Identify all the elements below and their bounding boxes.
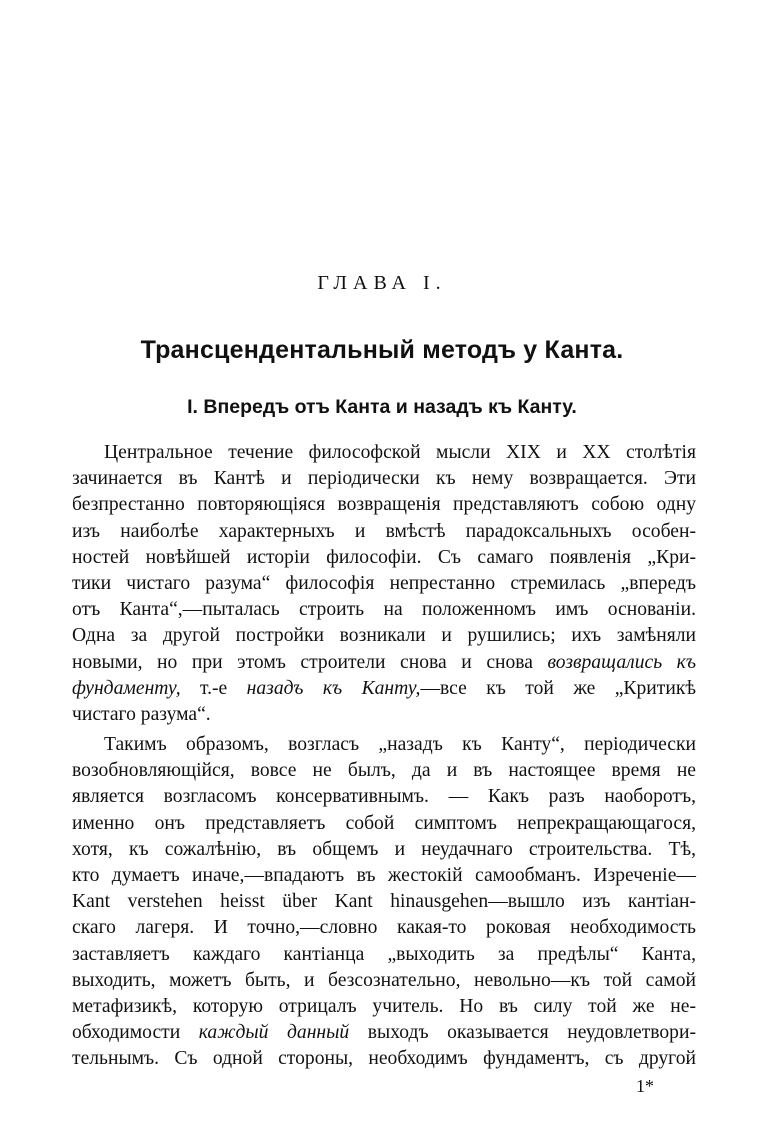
paragraph-2: [72, 732, 696, 1072]
text-line: безпрестанно повторяющіяся возвращенія представляютъ собою одну: [72, 494, 696, 516]
text-line: [72, 650, 696, 676]
page-number: 1*: [636, 1076, 654, 1096]
text-line: тельнымъ. Съ одной стороны, необходимъ фундаментъ, съ другой: [72, 1048, 696, 1070]
text-line: ностей новѣйшей исторіи философіи. Съ самаго появленія „Кри-: [72, 546, 696, 568]
text-run: выходъ оказывается неудовлетвори-: [349, 1022, 696, 1044]
text-line: скаго лагеря. И точно,—словно какая-то роковая необходимость: [72, 917, 696, 939]
text-line: Центральное течение философской мысли XIX и XX столѣтія: [104, 442, 696, 463]
text-line: [72, 676, 696, 702]
italic-text: фундаменту,: [72, 677, 181, 699]
text-line: Kant verstehen heisst über Kant hinausgehen—вышло изъ кантіан-: [72, 891, 696, 913]
text-line: является возгласомъ консервативнымъ. — Какъ разъ наоборотъ,: [72, 786, 696, 808]
italic-text: назадъ къ Канту,: [246, 677, 421, 699]
italic-text: каждый данный: [198, 1022, 350, 1044]
text-line: зачинается въ Кантѣ и періодически къ нему возвращается. Эти: [72, 468, 696, 490]
body-text: [72, 440, 696, 1073]
paragraph-1: [72, 440, 696, 728]
text-run: обходимости: [72, 1022, 199, 1044]
text-run: новыми, но при этомъ строители снова и снова: [72, 651, 548, 673]
text-line: заставляетъ каждаго кантіанца „выходить за предѣлы“ Канта,: [72, 943, 696, 965]
chapter-label: ГЛАВА I.: [317, 272, 447, 294]
text-line: Такимъ образомъ, возгласъ „назадъ къ Канту“, періодически: [104, 734, 696, 756]
text-line: [72, 1020, 696, 1046]
text-run: т.-е: [180, 677, 247, 699]
text-line: выходить, можетъ быть, и безсознательно, невольно—къ той самой: [72, 969, 696, 991]
text-line: хотя, къ сожалѣнію, въ общемъ и неудачнаго строительства. Тѣ,: [72, 838, 696, 860]
italic-text: возвращались къ: [547, 651, 696, 673]
section-title: I. Впередъ отъ Канта и назадъ къ Канту.: [187, 396, 577, 418]
chapter-title: Трансцендентальный методъ у Канта.: [140, 336, 624, 364]
text-line: изъ наиболѣе характерныхъ и вмѣстѣ парадоксальныхъ особен-: [72, 520, 696, 542]
text-line: кто думаетъ иначе,—впадаютъ въ жестокій самообманъ. Изреченіе—: [72, 865, 696, 886]
text-line: именно онъ представляетъ собой симптомъ непрекращающагося,: [72, 812, 696, 834]
text-line: метафизикѣ, которую отрицалъ учитель. Но въ силу той же не-: [72, 995, 696, 1017]
text-run: —все къ той же „Критикѣ: [420, 677, 696, 699]
text-line: тики чистаго разума“ философія непрестанно стремилась „впередъ: [72, 572, 696, 594]
text-line: Одна за другой постройки возникали и рушились; ихъ замѣняли: [72, 625, 696, 647]
text-line: отъ Канта“,—пыталась строить на положенномъ имъ основаніи.: [72, 599, 696, 621]
text-line: чистаго разума“.: [72, 703, 211, 725]
text-line: возобновляющійся, вовсе не былъ, да и въ настоящее время не: [72, 760, 696, 782]
